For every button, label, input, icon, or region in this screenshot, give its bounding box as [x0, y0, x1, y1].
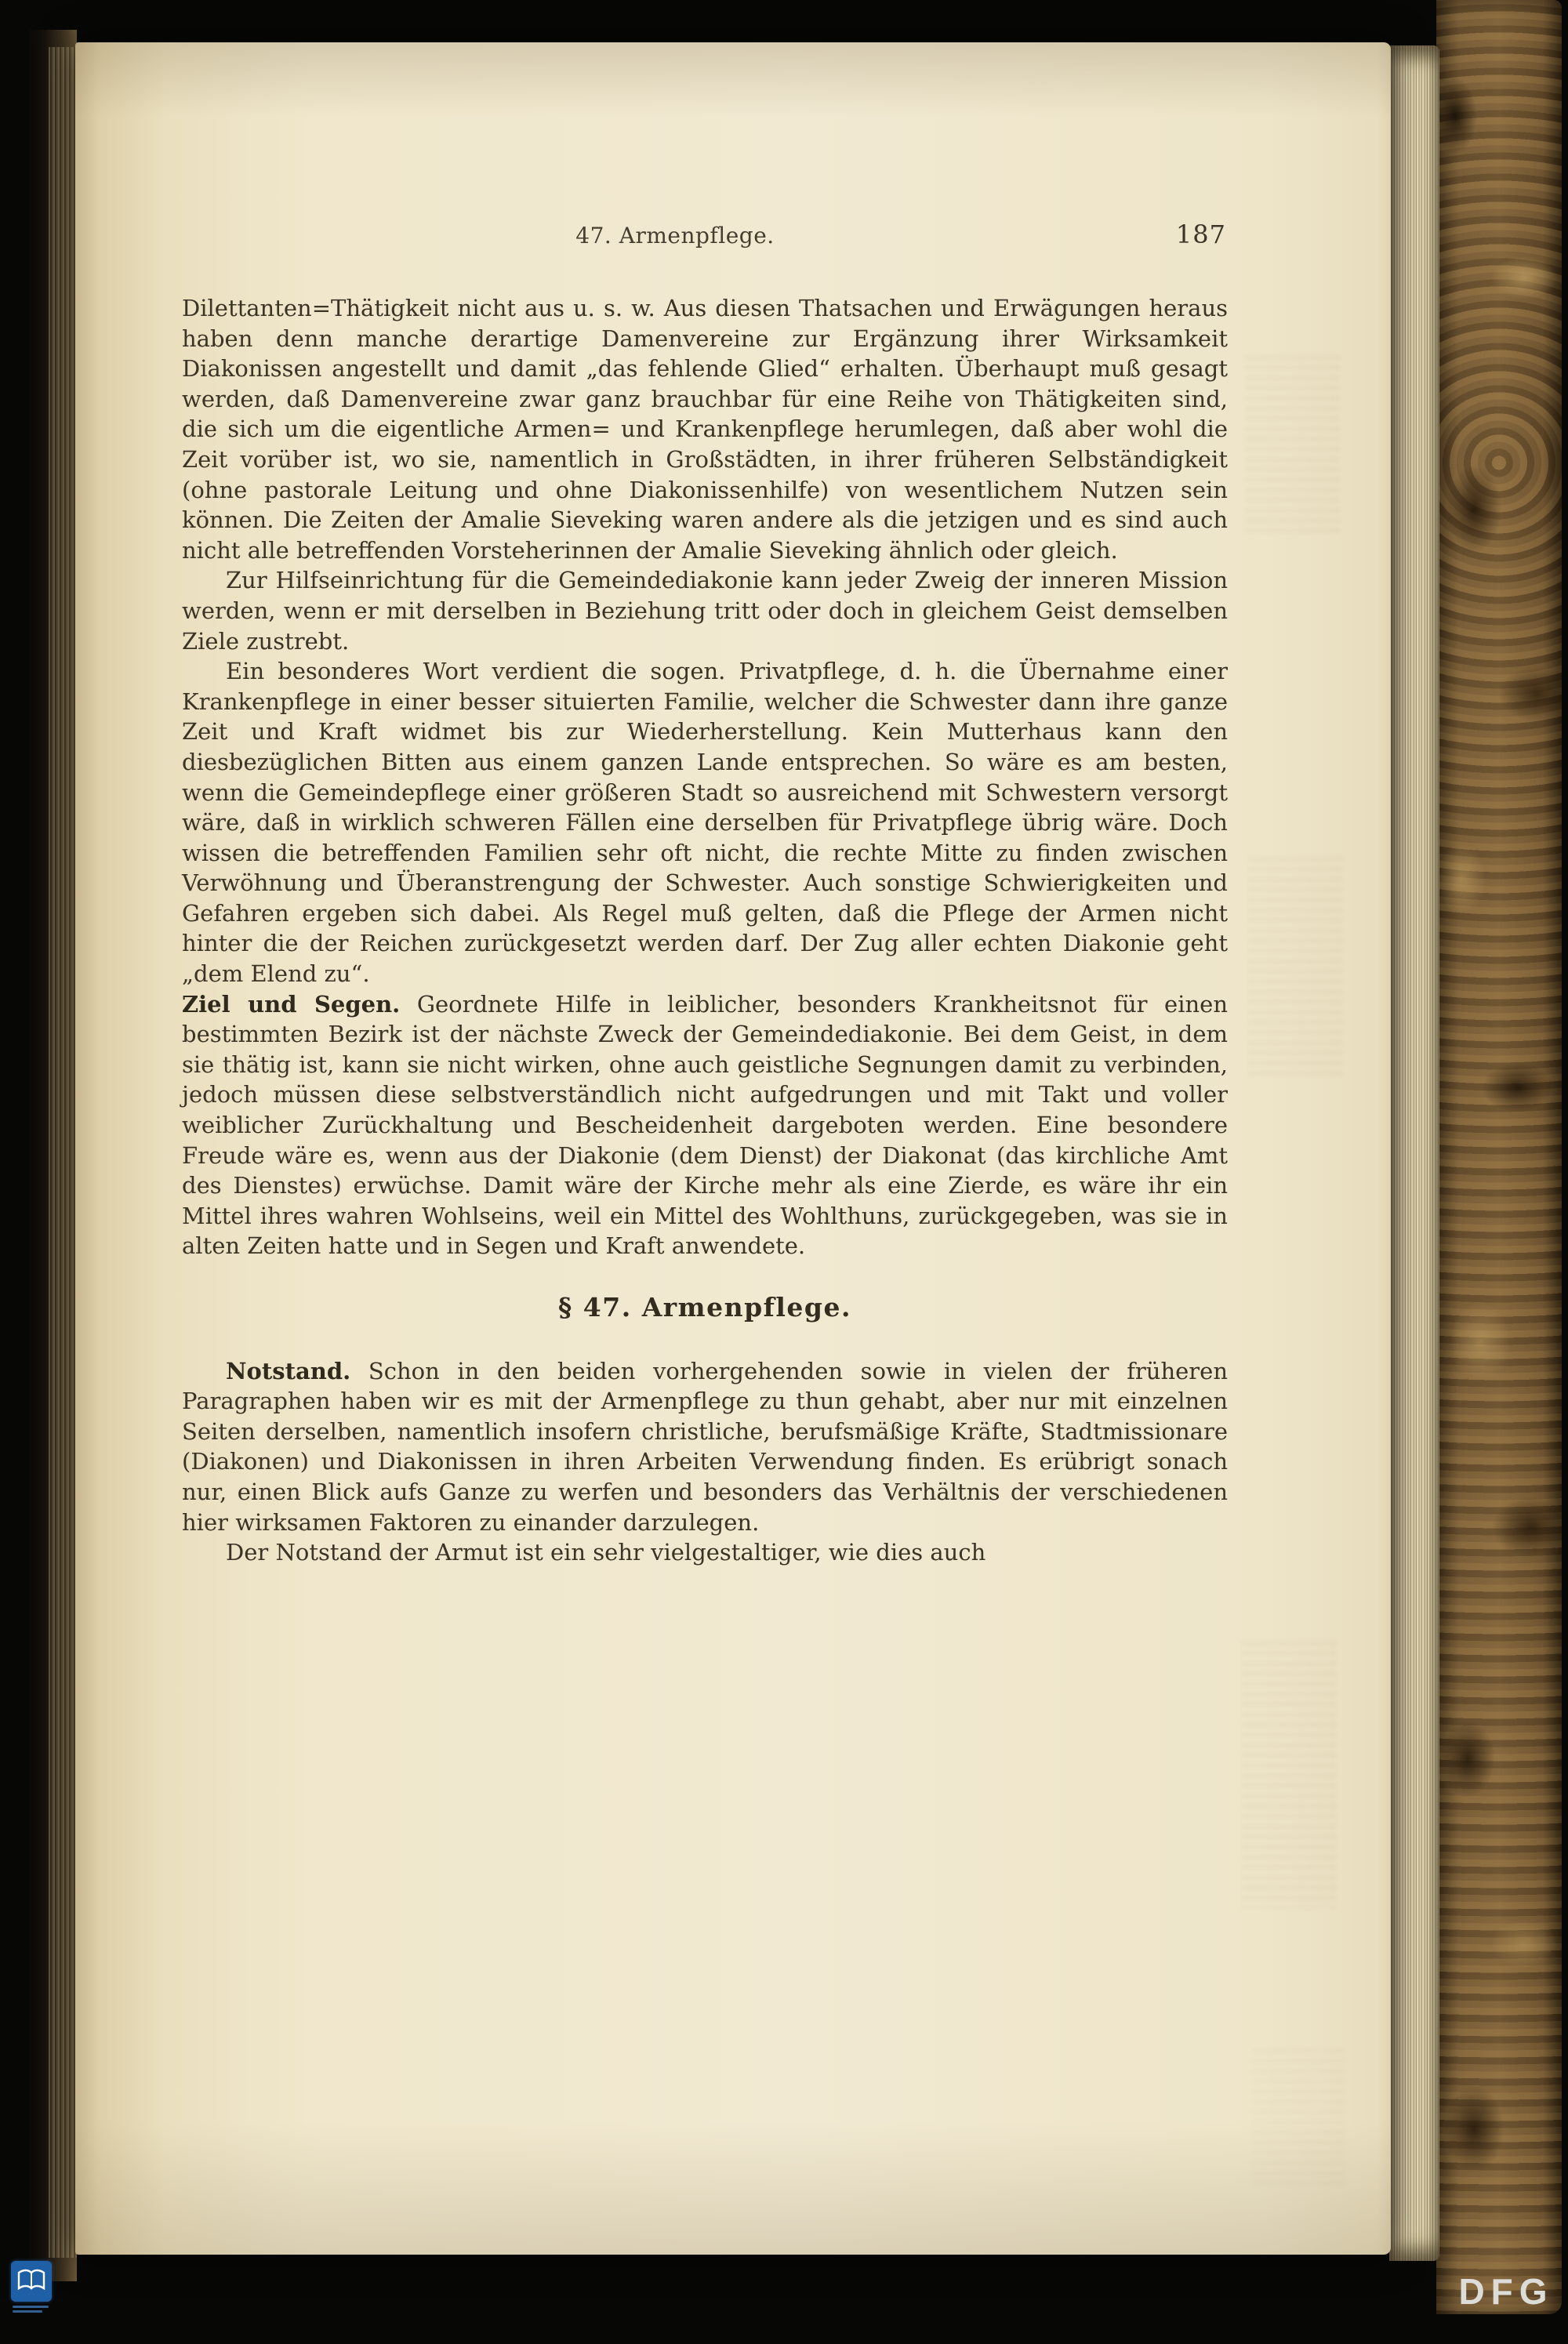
paragraph — [182, 989, 1228, 1261]
paragraph-lead: Notstand. — [226, 1357, 351, 1384]
paragraph — [182, 1537, 1228, 1568]
paragraph-text: Geordnete Hilfe in leiblicher, besonders Krankheitsnot für einen bestimmten Bezirk ist der nächste Zweck der Gemeindediakonie. Bei dem Geist, in dem sie thätig ist, kann sie nicht wirken, ohne auch geistliche Segnungen damit zu verbinden, jedoch müssen diese selbstverständlich nicht aufgedrungen und mit Takt und voller weiblicher Zurückhaltung und Bescheidenheit dargeboten werden. Eine besondere Freude wäre es, wenn aus der Diakonie (dem Dienst) der Diakonat (das kirchliche Amt des Dienstes) erwüchse. Damit wäre der Kirche mehr als eine Zierde, es wäre ihr ein Mittel ihres wahren Wohlseins, weil ein Mittel des Wohlthuns, zurückgegeben, was sie in alten Zeiten hatte und in Segen und Kraft anwendete. — [182, 990, 1228, 1260]
page-number: 187 — [1175, 220, 1226, 249]
paragraph — [182, 1356, 1228, 1538]
paragraph — [182, 656, 1228, 989]
library-stamp-shield-icon — [11, 2261, 52, 2302]
show-through-smudge — [1245, 356, 1339, 536]
paragraph-text: Der Notstand der Armut ist ein sehr vielgestaltiger, wie dies auch — [226, 1539, 986, 1566]
page-header — [182, 220, 1228, 252]
running-header: 47. Armenpflege. — [575, 223, 775, 249]
show-through-smudge — [1248, 858, 1342, 1077]
library-stamp — [11, 2261, 58, 2327]
page-fore-edges — [1389, 45, 1439, 2261]
text-block — [182, 293, 1228, 1568]
paragraph-lead: Ziel und Segen. — [182, 990, 401, 1018]
stamp-caption-lines — [11, 2306, 58, 2313]
paragraph-text: Dilettanten=Thätigkeit nicht aus u. s. w. Aus diesen Thatsachen und Erwägungen heraus haben denn manche derartige Damenvereine zur Ergänzung ihrer Wirksamkeit Diakonissen angestellt und damit „das fehlende Glied“ erhalten. Überhaupt muß gesagt werden, daß Damenvereine zwar ganz brauchbar für eine Reihe von Thätigkeiten sind, die sich um die eigentliche Armen= und Krankenpflege herumlegen, daß aber wohl die Zeit vorüber ist, wo sie, namentlich in Großstädten, in ihrer früheren Selbständigkeit (ohne pastorale Leitung und ohne Diakonissenhilfe) von wesentlichem Nutzen sein können. Die Zeiten der Amalie Sieveking waren andere als die jetzigen und es sind auch nicht alle betreffenden Vorsteherinnen der Amalie Sieveking ähnlich oder gleich. — [182, 295, 1228, 564]
show-through-smudge — [1242, 1642, 1336, 1908]
section-heading: § 47. Armenpflege. — [558, 1292, 851, 1323]
show-through-smudge — [1251, 2049, 1345, 2190]
paragraph-text: Zur Hilfseinrichtung für die Gemeindediakonie kann jeder Zweig der inneren Mission werden, wenn er mit derselben in Beziehung tritt oder doch in gleichem Geist demselben Ziele zustrebt. — [182, 567, 1228, 655]
paragraph-text: Ein besonderes Wort verdient die sogen. Privatpflege, d. h. die Übernahme einer Krankenpflege in einer besser situierten Familie, welcher die Schwester dann ihre ganze Zeit und Kraft widmet bis zur Wiederherstellung. Kein Mutterhaus kann den diesbezüglichen Bitten aus einem ganzen Lande entsprechen. So wäre es am besten, wenn die Gemeindepflege einer größeren Stadt so ausreichend mit Schwestern versorgt wäre, daß in wirklich schweren Fällen eine derselben für Privatpflege übrig wäre. Doch wissen die betreffenden Familien sehr oft nicht, die rechte Mitte zu finden zwischen Verwöhnung und Überanstrengung der Schwester. Auch sonstige Schwierigkeiten und Gefahren ergeben sich dabei. Als Regel muß gelten, daß die Pflege der Armen nicht hinter die der Reichen zurückgesetzt werden darf. Der Zug aller echten Diakonie geht „dem Elend zu“. — [182, 658, 1228, 988]
paragraph — [182, 293, 1228, 565]
book-page — [75, 42, 1391, 2255]
marbled-book-cover — [1436, 0, 1562, 2314]
dfg-logo: DFG — [1458, 2271, 1554, 2312]
gutter-page-sliver — [49, 47, 77, 2258]
paragraph — [182, 565, 1228, 656]
paragraph-text: Schon in den beiden vorhergehenden sowie in vielen der früheren Paragraphen haben wir es mit der Armenpflege zu thun gehabt, aber nur mit einzelnen Seiten derselben, namentlich insofern christliche, berufsmäßige Kräfte, Stadtmissionare (Diakonen) und Diakonissen in ihren Arbeiten Verwendung finden. Es erübrigt sonach nur, einen Blick aufs Ganze zu werfen und besonders das Verhältnis der verschiedenen hier wirksamen Faktoren zu einander darzulegen. — [182, 1357, 1229, 1536]
open-book-icon — [17, 2268, 45, 2295]
